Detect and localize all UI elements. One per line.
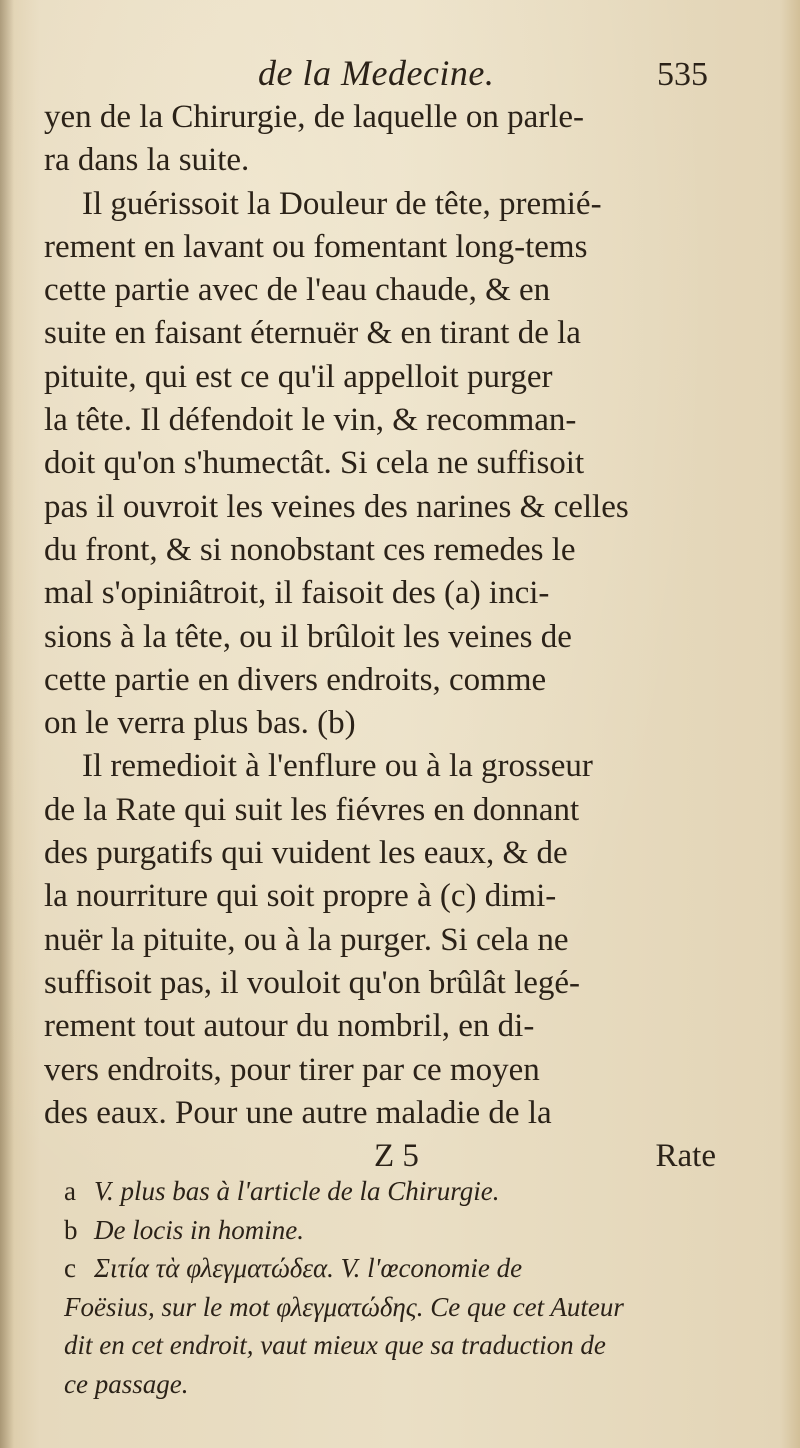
footnote-mark: b — [64, 1214, 78, 1245]
footnote-text: V. plus bas à l'article de la Chirurgie. — [94, 1176, 500, 1206]
page-header — [0, 48, 800, 98]
text-line: la tête. Il défendoit le vin, & recomman- — [44, 402, 577, 439]
body-text — [44, 96, 716, 1178]
footnote-text: Foësius, sur le mot φλεγματώδης. Ce que cet Auteur — [64, 1291, 624, 1322]
text-line: rement tout autour du nombril, en di- — [44, 1008, 535, 1045]
text-line: Il remedioit à l'enflure ou à la grosseur — [82, 748, 593, 785]
footnote-mark: a — [64, 1176, 76, 1206]
text-line: vers endroits, pour tirer par ce moyen — [44, 1051, 540, 1088]
text-line: cette partie en divers endroits, comme — [44, 661, 547, 698]
footnote-text: dit en cet endroit, vaut mieux que sa traduction de — [64, 1330, 606, 1360]
footnote-continuation — [64, 1326, 724, 1365]
text-line: doit qu'on s'humectât. Si cela ne suffisoit — [44, 445, 585, 482]
text-line: mal s'opiniâtroit, il faisoit des (a) inci- — [44, 575, 550, 612]
text-line: rement en lavant ou fomentant long-tems — [44, 228, 588, 265]
footnote — [64, 1249, 724, 1288]
text-line: du front, & si nonobstant ces remedes le — [44, 531, 576, 568]
text-line: ra dans la suite. — [44, 142, 250, 179]
page-number: 535 — [657, 56, 708, 93]
text-line: des purgatifs qui vuident les eaux, & de — [44, 835, 568, 872]
text-line: cette partie avec de l'eau chaude, & en — [44, 272, 551, 309]
text-line: nuër la pituite, ou à la purger. Si cela ne — [44, 921, 569, 958]
text-line: suffisoit pas, il vouloit qu'on brûlât legé- — [44, 964, 581, 1001]
text-line: on le verra plus bas. (b) — [44, 705, 356, 742]
footnote-mark: c — [64, 1253, 76, 1283]
text-line: de la Rate qui suit les fiévres en donnant — [44, 791, 580, 828]
text-line: des eaux. Pour une autre maladie de la — [44, 1094, 552, 1131]
footnote-continuation — [64, 1365, 724, 1404]
text-line: yen de la Chirurgie, de laquelle on parle- — [44, 99, 585, 135]
text-line: Il guérissoit la Douleur de tête, premié- — [82, 185, 602, 222]
text-line: sions à la tête, ou il brûloit les veines de — [44, 618, 572, 655]
catchword: Rate — [655, 1138, 716, 1175]
text-line: pas il ouvroit les veines des narines & celles — [44, 488, 629, 525]
text-line: suite en faisant éternuër & en tirant de la — [44, 315, 581, 352]
footnote — [64, 1211, 724, 1250]
running-title: de la Medecine. — [258, 53, 495, 93]
text-line: pituite, qui est ce qu'il appelloit purger — [44, 358, 553, 395]
footnote-continuation — [64, 1288, 724, 1327]
gutter-shadow — [0, 0, 14, 1448]
footnote-text: Σιτία τὰ φλεγματώδεα. V. l'œconomie de — [94, 1253, 523, 1283]
signature-mark: Z 5 — [374, 1138, 419, 1175]
footnote-text: ce passage. — [64, 1368, 189, 1399]
footnote — [64, 1172, 724, 1211]
footnote-text: De locis in homine. — [94, 1214, 304, 1245]
text-line: la nourriture qui soit propre à (c) dimi- — [44, 878, 557, 915]
footnotes — [64, 1172, 724, 1403]
